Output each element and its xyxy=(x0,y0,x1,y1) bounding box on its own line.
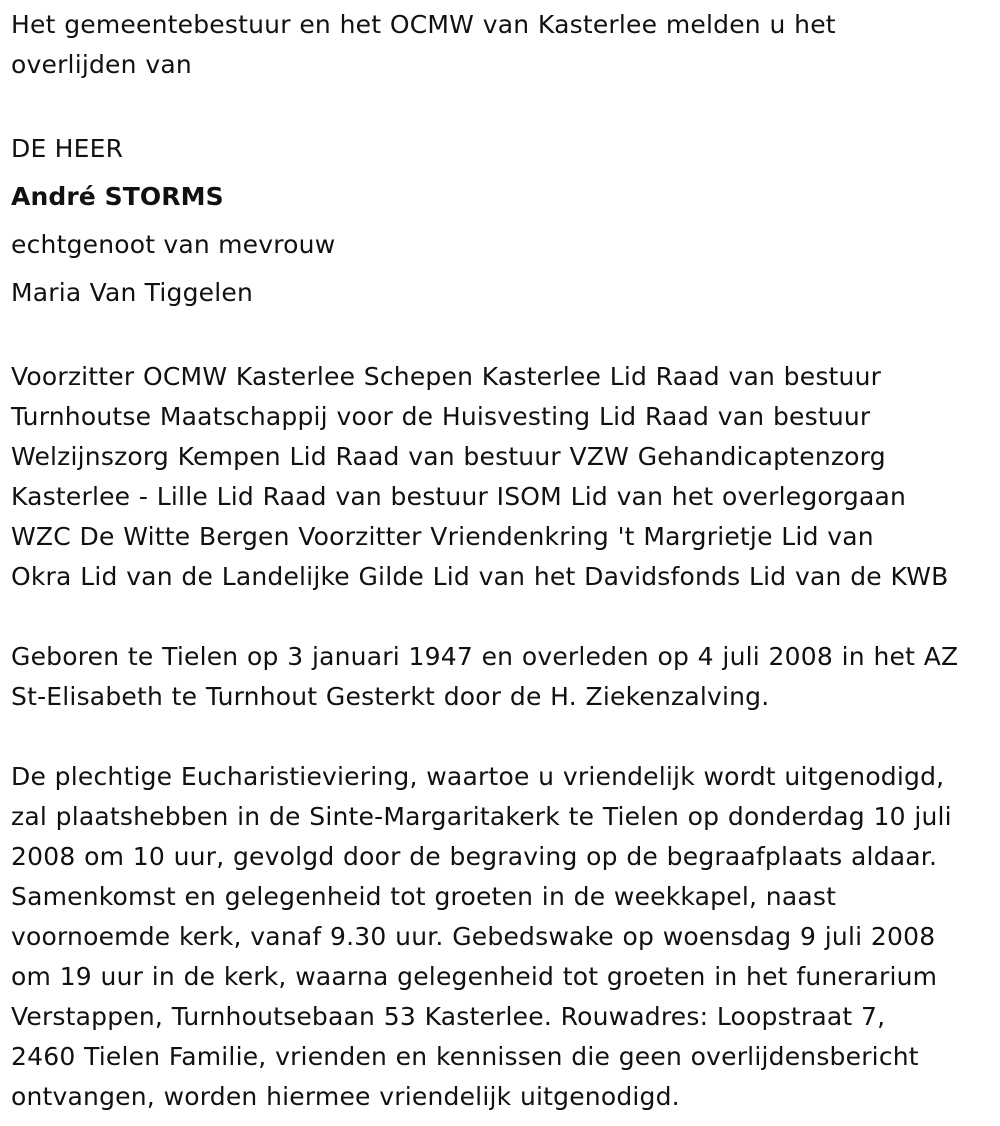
ceremony-line: voornoemde kerk, vanaf 9.30 uur. Gebedswake op woensdag 9 juli 2008 xyxy=(11,922,936,951)
paragraph-spacer xyxy=(11,317,980,357)
functions-paragraph xyxy=(11,357,980,597)
paragraph-spacer xyxy=(11,717,980,757)
intro-line: Het gemeentebestuur en het OCMW van Kasterlee melden u het xyxy=(11,10,836,39)
ceremony-line: 2008 om 10 uur, gevolgd door de begraving op de begraafplaats aldaar. xyxy=(11,842,938,871)
functions-line: Welzijnszorg Kempen Lid Raad van bestuur VZW Gehandicaptenzorg xyxy=(11,442,886,471)
deceased-name: André STORMS xyxy=(11,182,224,211)
functions-line: Okra Lid van de Landelijke Gilde Lid van het Davidsfonds Lid van de KWB xyxy=(11,562,949,591)
ceremony-line: 2460 Tielen Familie, vrienden en kennissen die geen overlijdensbericht xyxy=(11,1042,919,1071)
intro-paragraph xyxy=(11,5,980,85)
birth-death-line: St-Elisabeth te Turnhout Gesterkt door de H. Ziekenzalving. xyxy=(11,682,770,711)
ceremony-line: om 19 uur in de kerk, waarna gelegenheid tot groeten in het funerarium xyxy=(11,962,938,991)
spouse-label: echtgenoot van mevrouw xyxy=(11,230,336,259)
intro-line: overlijden van xyxy=(11,50,192,79)
functions-line: Voorzitter OCMW Kasterlee Schepen Kasterlee Lid Raad van bestuur xyxy=(11,362,882,391)
ceremony-paragraph xyxy=(11,757,980,1117)
birth-death-line: Geboren te Tielen op 3 januari 1947 en overleden op 4 juli 2008 in het AZ xyxy=(11,642,959,671)
functions-line: Kasterlee - Lille Lid Raad van bestuur ISOM Lid van het overlegorgaan xyxy=(11,482,907,511)
ceremony-line: zal plaatshebben in de Sinte-Margaritakerk te Tielen op donderdag 10 juli xyxy=(11,802,952,831)
functions-line: WZC De Witte Bergen Voorzitter Vriendenkring 't Margrietje Lid van xyxy=(11,522,874,551)
ceremony-line: Verstappen, Turnhoutsebaan 53 Kasterlee. Rouwadres: Loopstraat 7, xyxy=(11,1002,886,1031)
paragraph-spacer xyxy=(11,597,980,637)
deceased-title: DE HEER xyxy=(11,134,124,163)
paragraph-spacer xyxy=(11,85,980,125)
spouse-name: Maria Van Tiggelen xyxy=(11,278,253,307)
ceremony-line: ontvangen, worden hiermee vriendelijk uitgenodigd. xyxy=(11,1082,680,1111)
functions-line: Turnhoutse Maatschappij voor de Huisvesting Lid Raad van bestuur xyxy=(11,402,871,431)
birth-death-paragraph xyxy=(11,637,980,717)
ceremony-line: Samenkomst en gelegenheid tot groeten in de weekkapel, naast xyxy=(11,882,837,911)
ceremony-line: De plechtige Eucharistieviering, waartoe u vriendelijk wordt uitgenodigd, xyxy=(11,762,945,791)
